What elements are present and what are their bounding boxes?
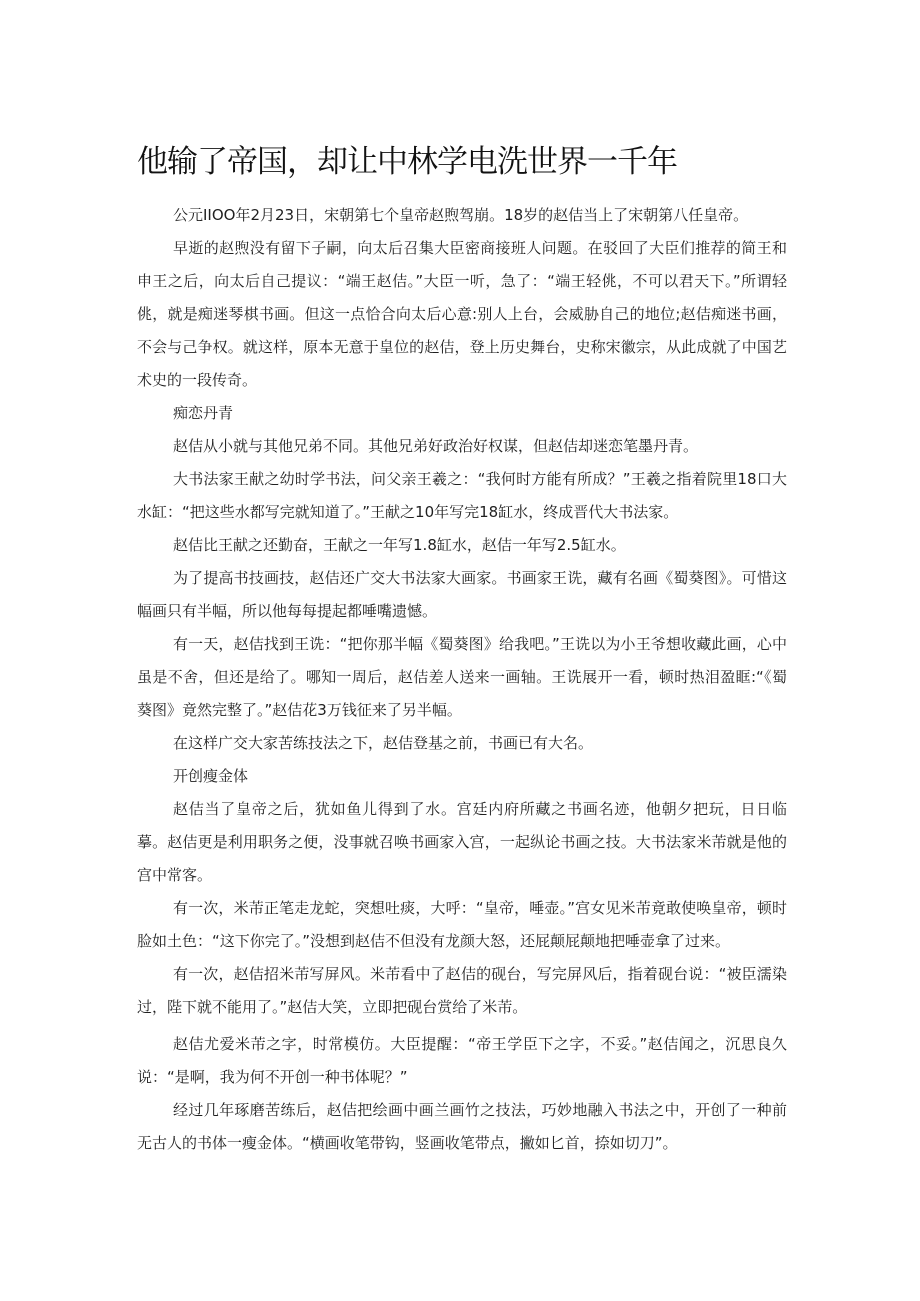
paragraph-7: 有一天，赵佶找到王诜：“把你那半幅《蜀葵图》给我吧。”王诜以为小王爷想收藏此画，心中虽是不舍，但还是给了。哪知一周后，赵佶差人送来一画轴。王诜展开一看，顿时热泪盈眶:“《蜀葵图》竟然完整了。”赵佶花3万钱征来了另半幅。 [137, 635, 787, 719]
document-title: 他输了帝国，却让中林学电洗世界一千年 [137, 144, 677, 180]
section-heading-2: 开创瘦金体 [173, 767, 249, 785]
paragraph-6: 为了提高书技画技，赵佶还广交大书法家大画家。书画家王诜，藏有名画《蜀葵图》。可惜这幅画只有半幅，所以他每每提起都唾嘴遗憾。 [137, 569, 787, 620]
paragraph-2: 早逝的赵煦没有留下子嗣，向太后召集大臣密商接班人问题。在驳回了大臣们推荐的简王和申王之后，向太后自己提议：“端王赵佶。”大臣一听，急了：“端王轻佻，不可以君天下。”所谓轻佻，就是痴迷琴棋书画。但这一点恰合向太后心意:别人上台，会威胁自己的地位;赵佶痴迷书画，不会与己争权。就这样，原本无意于皇位的赵佶，登上历史舞台，史称宋徽宗，从此成就了中国艺术史的一段传奇。 [137, 239, 787, 389]
paragraph-10: 有一次，米芾正笔走龙蛇，突想吐痰，大呼：“皇帝，唾壶。”宫女见米芾竟敢使唤皇帝，顿时脸如土色：“这下你完了。”没想到赵佶不但没有龙颜大怒，还屁颠屁颠地把唾壶拿了过来。 [137, 899, 787, 950]
paragraph-11: 有一次，赵佶招米芾写屏风。米芾看中了赵佶的砚台，写完屏风后，指着砚台说：“被臣濡染过，陛下就不能用了。”赵佶大笑，立即把砚台赏给了米芾。 [137, 965, 787, 1016]
paragraph-9: 赵佶当了皇帝之后，犹如鱼儿得到了水。宫廷内府所藏之书画名迹，他朝夕把玩，日日临摹。赵佶更是利用职务之便，没事就召唤书画家入宫，一起纵论书画之技。大书法家米芾就是他的宫中常客。 [137, 800, 787, 884]
paragraph-12: 赵佶尤爱米芾之字，时常模仿。大臣提醒：“帝王学臣下之字，不妥。”赵佶闻之，沉思良久说：“是啊，我为何不开创一种书体呢？” [137, 1035, 787, 1086]
section-heading-1: 痴恋丹青 [173, 404, 234, 422]
document-body [137, 199, 787, 1160]
paragraph-1: 公元IIOO年2月23日，宋朝第七个皇帝赵煦驾崩。18岁的赵佶当上了宋朝第八任皇帝。 [173, 206, 749, 224]
paragraph-8: 在这样广交大家苦练技法之下，赵佶登基之前，书画已有大名。 [173, 734, 594, 752]
paragraph-5: 赵佶比王献之还勤奋，王献之一年写1.8缸水，赵佶一年写2.5缸水。 [173, 536, 626, 554]
paragraph-13: 经过几年琢磨苦练后，赵佶把绘画中画兰画竹之技法，巧妙地融入书法之中，开创了一种前无古人的书体一瘦金体。“横画收笔带钩，竖画收笔带点，撇如匕首，捺如切刀”。 [137, 1101, 787, 1152]
paragraph-3: 赵佶从小就与其他兄弟不同。其他兄弟好政治好权谋，但赵佶却迷恋笔墨丹青。 [173, 437, 699, 455]
paragraph-4: 大书法家王献之幼时学书法，问父亲王羲之：“我何时方能有所成？”王羲之指着院里18口大水缸：“把这些水都写完就知道了。”王献之10年写完18缸水，终成晋代大书法家。 [137, 470, 787, 521]
